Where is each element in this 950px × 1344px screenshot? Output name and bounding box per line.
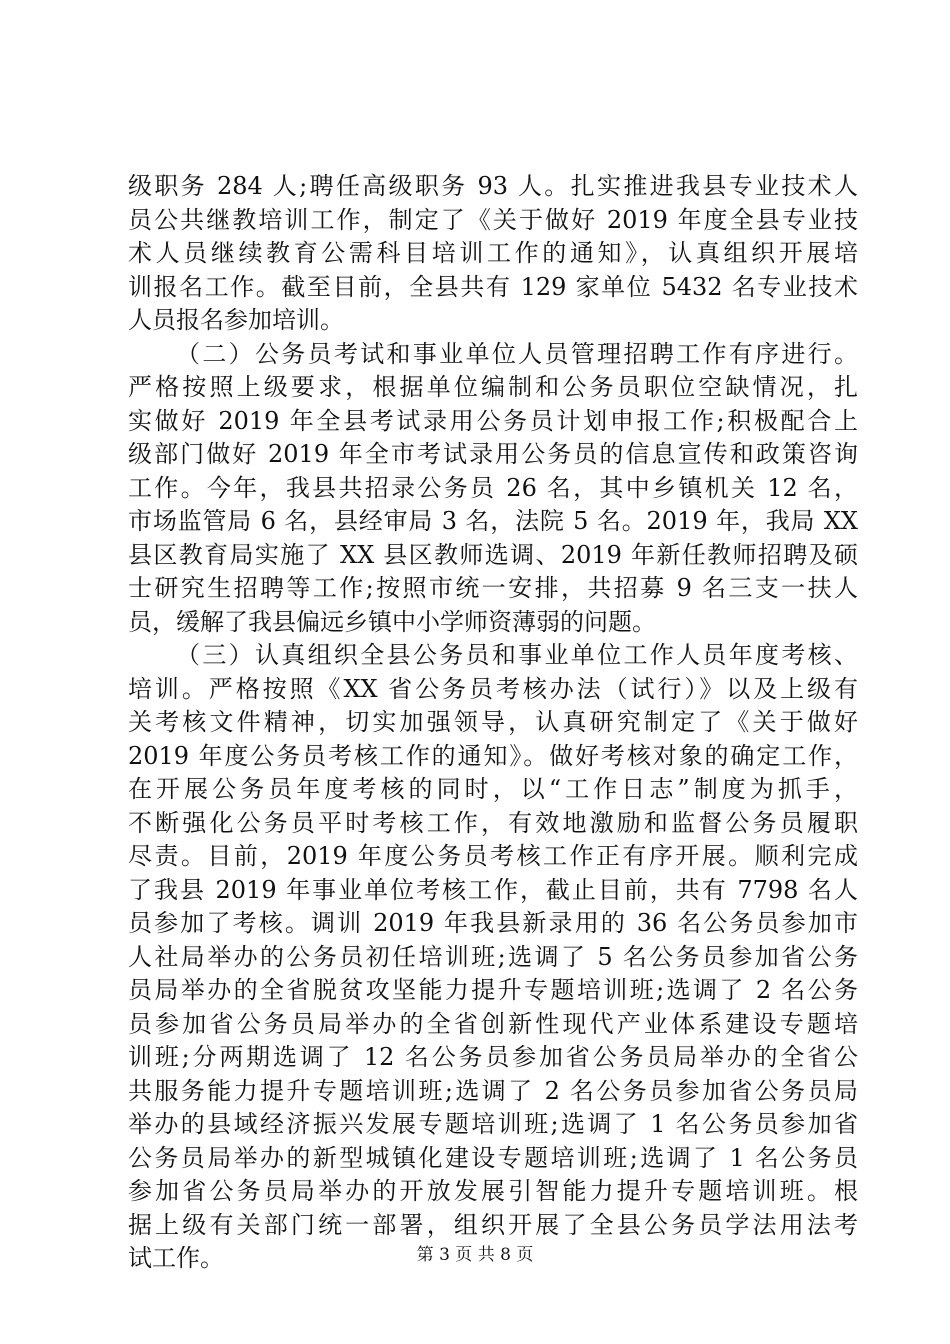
section-heading-line: （二）公务员考试和事业单位人员管理招聘工作有序进行。: [176, 339, 858, 368]
page-footer: [0, 1245, 950, 1265]
text-line: 员参加了考核。调训 2019 年我县新录用的 36 名公务员参加市: [128, 909, 858, 937]
text-line: 试工作。: [128, 1244, 224, 1272]
text-line: 员参加省公务员局举办的全省创新性现代产业体系建设专题培: [128, 1009, 858, 1038]
text-line: 了我县 2019 年事业单位考核工作，截止目前，共有 7798 名人: [128, 875, 858, 904]
text-line: 训报名工作。截至目前，全县共有 129 家单位 5432 名专业技术: [128, 272, 858, 301]
text-line: 工作。今年，我县共招录公务员 26 名，其中乡镇机关 12 名，: [128, 473, 858, 502]
text-line: 公务员局举办的新型城镇化建设专题培训班;选调了 1 名公务员: [128, 1143, 858, 1172]
text-line: 员公共继教培训工作，制定了《关于做好 2019 年度全县专业技: [128, 205, 858, 234]
text-line: 县区教育局实施了 XX 县区教师选调、2019 年新任教师招聘及硕: [128, 540, 858, 569]
text-line: 共服务能力提升专题培训班;选调了 2 名公务员参加省公务员局: [128, 1076, 858, 1105]
text-line: 不断强化公务员平时考核工作，有效地激励和监督公务员履职: [128, 808, 858, 837]
text-line: 士研究生招聘等工作;按照市统一安排，共招募 9 名三支一扶人: [128, 574, 858, 602]
text-line: 培训。严格按照《XX 省公务员考核办法（试行）》以及上级有: [128, 674, 858, 703]
text-line: 员，缓解了我县偏远乡镇中小学师资薄弱的问题。: [128, 607, 656, 636]
text-line: 参加省公务员局举办的开放发展引智能力提升专题培训班。根: [128, 1177, 858, 1205]
text-line: 员局举办的全省脱贫攻坚能力提升专题培训班;选调了 2 名公务: [128, 976, 858, 1004]
text-line: 2019 年度公务员考核工作的通知》。做好考核对象的确定工作，: [128, 741, 858, 770]
text-line: 举办的县域经济振兴发展专题培训班;选调了 1 名公务员参加省: [128, 1110, 858, 1138]
text-line: 级部门做好 2019 年全市考试录用公务员的信息宣传和政策咨询: [128, 440, 858, 468]
text-line: 尽责。目前，2019 年度公务员考核工作正有序开展。顺利完成: [128, 842, 858, 870]
section-heading-line: （三）认真组织全县公务员和事业单位工作人员年度考核、: [176, 641, 858, 669]
text-line: 严格按照上级要求，根据单位编制和公务员职位空缺情况，扎: [128, 373, 858, 401]
page-number-label: 第 3 页 共 8 页: [416, 1245, 534, 1265]
text-line: 术人员继续教育公需科目培训工作的通知》，认真组织开展培: [128, 239, 858, 267]
text-line: 人社局举办的公务员初任培训班;选调了 5 名公务员参加省公务: [128, 942, 858, 971]
text-line: 实做好 2019 年全县考试录用公务员计划申报工作;积极配合上: [128, 406, 858, 435]
paragraph-1: [128, 170, 858, 338]
text-line: 训班;分两期选调了 12 名公务员参加省公务员局举办的全省公: [128, 1043, 858, 1071]
paragraph-2: [128, 338, 858, 640]
document-body: [128, 170, 858, 1276]
paragraph-3: [128, 639, 858, 1276]
text-line: 市场监管局 6 名，县经审局 3 名，法院 5 名。2019 年，我局 XX: [128, 507, 858, 535]
text-line: 在开展公务员年度考核的同时，以“工作日志”制度为抓手，: [128, 775, 858, 803]
text-line: 据上级有关部门统一部署，组织开展了全县公务员学法用法考: [128, 1210, 858, 1239]
text-line: 级职务 284 人;聘任高级职务 93 人。扎实推进我县专业技术人: [128, 172, 858, 200]
text-line: 人员报名参加培训。: [128, 306, 344, 334]
text-line: 关考核文件精神，切实加强领导，认真研究制定了《关于做好: [128, 708, 858, 736]
